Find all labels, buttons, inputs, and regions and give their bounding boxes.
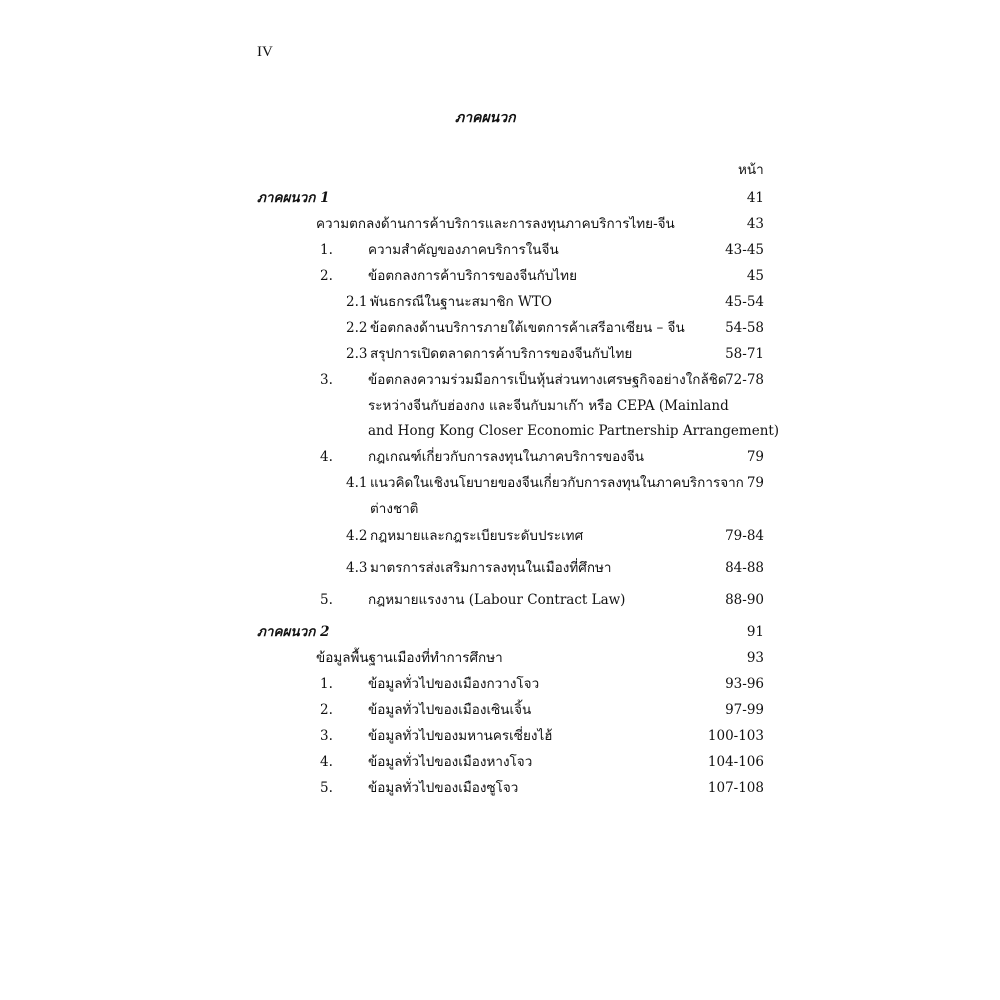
page-number: IV — [257, 44, 273, 60]
toc-page-number: 93-96 — [725, 676, 764, 692]
page-title: ภาคผนวก — [455, 110, 516, 126]
toc-entry-label: สรุปการเปิดตลาดการค้าบริการของจีนกับไทย — [370, 346, 633, 362]
toc-entry-label: ข้อตกลงความร่วมมือการเป็นหุ้นส่วนทางเศรษฐกิจอย่างใกล้ชิด — [368, 372, 727, 388]
toc-entry-label: and Hong Kong Closer Economic Partnership Arrangement) — [368, 423, 780, 439]
toc-page-number: 43 — [746, 216, 764, 232]
toc-entry-label: ข้อตกลงด้านบริการภายใต้เขตการค้าเสรีอาเซียน – จีน — [370, 320, 685, 336]
toc-page-number: 72-78 — [725, 372, 764, 388]
toc-entry-number: 1. — [320, 242, 333, 258]
toc-entry-number: 3. — [320, 728, 333, 744]
toc-entry-label: ต่างชาติ — [370, 501, 419, 517]
toc-entry-label: ระหว่างจีนกับฮ่องกง และจีนกับมาเก๊า หรือ CEPA (Mainland — [368, 398, 729, 414]
toc-page-number: 88-90 — [725, 592, 764, 608]
toc-entry-label: ข้อมูลทั่วไปของมหานครเซี่ยงไฮ้ — [368, 728, 553, 744]
toc-entry-number: 2.1 — [346, 294, 368, 310]
toc-section-label: ภาคผนวก 1 — [257, 190, 330, 206]
toc-entry-number: 2. — [320, 702, 333, 718]
toc-page-number: 43-45 — [725, 242, 764, 258]
toc-entry-label: ข้อตกลงการค้าบริการของจีนกับไทย — [368, 268, 577, 284]
toc-entry-number: 2.2 — [346, 320, 368, 336]
toc-entry-number: 5. — [320, 592, 333, 608]
toc-page-number: 97-99 — [725, 702, 764, 718]
toc-page-number: 91 — [746, 624, 764, 640]
toc-page-number: 107-108 — [707, 780, 764, 796]
toc-page-number: 45-54 — [725, 294, 764, 310]
toc-page-number: 93 — [746, 650, 764, 666]
toc-entry-number: 4.2 — [346, 528, 368, 544]
toc-entry-number: 4. — [320, 449, 333, 465]
toc-entry-label: กฎเกณฑ์เกี่ยวกับการลงทุนในภาคบริการของจีน — [368, 449, 644, 465]
toc-page-number: 79 — [746, 475, 764, 491]
toc-entry-number: 1. — [320, 676, 333, 692]
toc-entry-number: 5. — [320, 780, 333, 796]
toc-page-number: 100-103 — [707, 728, 764, 744]
toc-entry-label: ข้อมูลทั่วไปของเมืองหางโจว — [368, 754, 533, 770]
toc-page-number: 58-71 — [725, 346, 764, 362]
toc-entry-label: ความตกลงด้านการค้าบริการและการลงทุนภาคบริการไทย-จีน — [316, 216, 675, 232]
toc-page-number: 45 — [746, 268, 764, 284]
toc-page-number: 79 — [746, 449, 764, 465]
toc-entry-number: 2. — [320, 268, 333, 284]
toc-entry-label: ข้อมูลทั่วไปของเมืองซูโจว — [368, 780, 519, 796]
toc-entry-label: ข้อมูลทั่วไปของเมืองกวางโจว — [368, 676, 540, 692]
toc-entry-number: 4. — [320, 754, 333, 770]
toc-page-number: 84-88 — [725, 560, 764, 576]
toc-entry-label: กฎหมายและกฎระเบียบระดับประเทศ — [370, 528, 584, 544]
toc-entry-label: กฎหมายแรงงาน (Labour Contract Law) — [368, 592, 626, 608]
toc-entry-number: 4.1 — [346, 475, 368, 491]
page-column-header: หน้า — [738, 162, 764, 178]
toc-page-number: 54-58 — [725, 320, 764, 336]
toc-entry-label: ข้อมูลพื้นฐานเมืองที่ทำการศึกษา — [316, 650, 503, 666]
toc-section-label: ภาคผนวก 2 — [257, 624, 330, 640]
toc-entry-label: พันธกรณีในฐานะสมาชิก WTO — [370, 294, 552, 310]
toc-entry-label: มาตรการส่งเสริมการลงทุนในเมืองที่ศึกษา — [370, 560, 612, 576]
toc-entry-number: 3. — [320, 372, 333, 388]
toc-entry-label: แนวคิดในเชิงนโยบายของจีนเกี่ยวกับการลงทุนในภาคบริการจาก — [370, 475, 744, 491]
toc-entry-number: 2.3 — [346, 346, 368, 362]
toc-entry-label: ความสำคัญของภาคบริการในจีน — [368, 242, 559, 258]
toc-entry-number: 4.3 — [346, 560, 368, 576]
toc-page-number: 41 — [746, 190, 764, 206]
toc-entry-label: ข้อมูลทั่วไปของเมืองเซินเจิ้น — [368, 702, 532, 718]
toc-page-number: 79-84 — [725, 528, 764, 544]
toc-page-number: 104-106 — [707, 754, 764, 770]
